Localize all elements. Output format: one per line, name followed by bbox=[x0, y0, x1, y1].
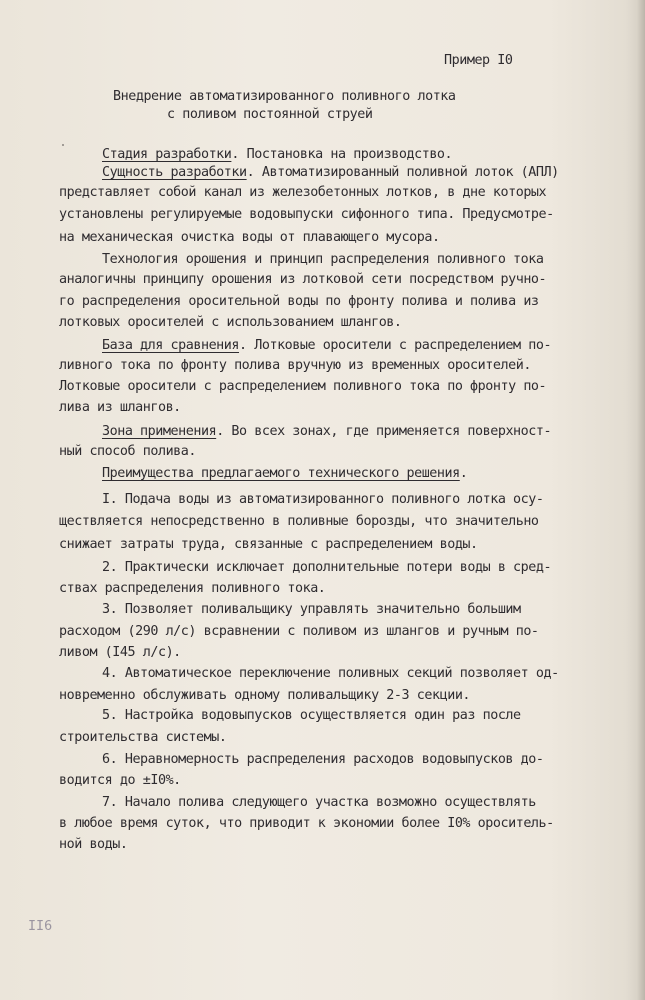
advantage-line: расходом (290 л/с) всравнении с поливом из шлангов и ручным по- bbox=[59, 624, 539, 639]
essence-line-3: установлены регулируемые водовыпуски сифонного типа. Предусмотре- bbox=[59, 207, 554, 222]
baseline-line-1-rest: . Лотковые оросители с распределением по- bbox=[239, 338, 552, 353]
technology-line-3: го распределения оросительной воды по фронту полива и полива из bbox=[59, 294, 539, 309]
baseline-line-4: лива из шлангов. bbox=[59, 400, 181, 415]
margin-mark bbox=[62, 144, 64, 146]
advantage-line: водится до ±I0%. bbox=[59, 773, 181, 788]
advantage-line: 3. Позволяет поливальщику управлять значительно большим bbox=[102, 602, 521, 617]
essence-line-4: на механическая очистка воды от плавающего мусора. bbox=[59, 230, 440, 245]
advantage-line: 2. Практически исключает дополнительные потери воды в сред- bbox=[102, 560, 552, 575]
title-line-2: с поливом постоянной струей bbox=[167, 107, 373, 122]
advantage-line: ной воды. bbox=[59, 837, 128, 852]
essence-line-1-rest: . Автоматизированный поливной лоток (АПЛ) bbox=[246, 165, 559, 180]
example-label: Пример I0 bbox=[444, 53, 513, 68]
essence-line-1 bbox=[102, 164, 559, 182]
technology-line-4: лотковых оросителей с использованием шлангов. bbox=[59, 315, 402, 330]
stage-paragraph bbox=[102, 146, 452, 164]
advantage-line: снижает затраты труда, связанные с распределением воды. bbox=[59, 537, 478, 552]
baseline-line-3: Лотковые оросители с распределением поливного тока по фронту по- bbox=[59, 379, 547, 394]
advantage-line: 4. Автоматическое переключение поливных секций позволяет од- bbox=[102, 666, 559, 681]
baseline-label: База для сравнения bbox=[102, 338, 240, 353]
zone-line-2: ный способ полива. bbox=[59, 444, 197, 459]
advantages-heading bbox=[102, 465, 467, 483]
technology-line-1: Технология орошения и принцип распределения поливного тока bbox=[102, 252, 544, 267]
advantage-line: ливом (I45 л/с). bbox=[59, 645, 181, 660]
advantage-line: ствах распределения поливного тока. bbox=[59, 581, 326, 596]
advantage-line: 5. Настройка водовыпусков осуществляется один раз после bbox=[102, 708, 521, 723]
advantage-line: 6. Неравномерность распределения расходов водовыпусков до- bbox=[102, 752, 544, 767]
zone-line-1-rest: . Во всех зонах, где применяется поверхност- bbox=[216, 424, 552, 439]
essence-label: Сущность разработки bbox=[102, 165, 247, 180]
stage-label: Стадия разработки bbox=[102, 147, 232, 162]
advantage-line: строительства системы. bbox=[59, 730, 227, 745]
page-edge-shadow bbox=[637, 0, 645, 1000]
advantage-line: 7. Начало полива следующего участка возможно осуществлять bbox=[102, 795, 536, 810]
baseline-line-1 bbox=[102, 337, 551, 355]
advantage-line: I. Подача воды из автоматизированного поливного лотка осу- bbox=[102, 492, 544, 507]
technology-line-2: аналогичны принципу орошения из лотковой сети посредством ручно- bbox=[59, 272, 547, 287]
title-line-1: Внедрение автоматизированного поливного лотка bbox=[113, 89, 456, 104]
advantage-line: в любое время суток, что приводит к экономии более I0% ороситель- bbox=[59, 816, 554, 831]
advantage-line: новременно обслуживать одному поливальщику 2-3 секции. bbox=[59, 688, 471, 703]
stage-text: . Постановка на производство. bbox=[231, 147, 453, 162]
essence-line-2: представляет собой канал из железобетонных лотков, в дне которых bbox=[59, 185, 547, 200]
page-number: II6 bbox=[28, 919, 53, 934]
zone-label: Зона применения bbox=[102, 424, 217, 439]
advantages-heading-suffix: . bbox=[459, 466, 468, 481]
baseline-line-2: ливного тока по фронту полива вручную из временных оросителей. bbox=[59, 358, 531, 373]
zone-line-1 bbox=[102, 423, 551, 441]
advantages-heading-text: Преимущества предлагаемого технического решения bbox=[102, 466, 460, 481]
advantage-line: ществляется непосредственно в поливные борозды, что значительно bbox=[59, 514, 539, 529]
